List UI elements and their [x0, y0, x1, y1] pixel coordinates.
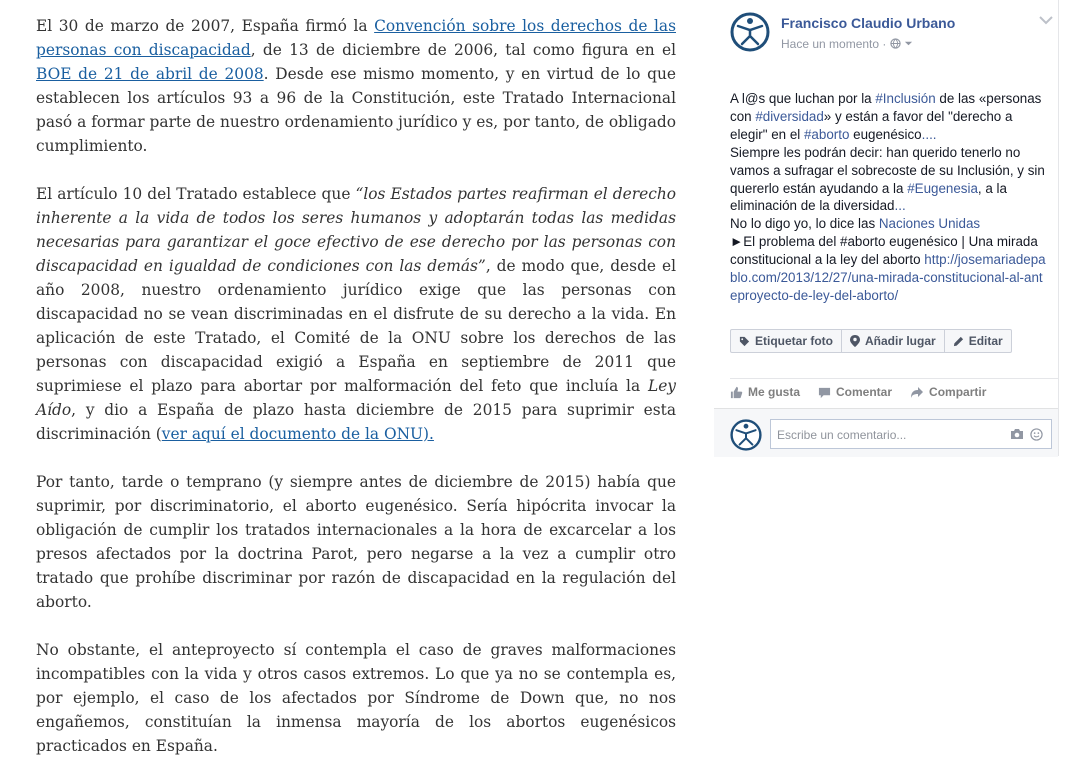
- hashtag-diversidad[interactable]: #diversidad: [755, 108, 824, 124]
- author-name[interactable]: Francisco Claudio Urbano: [781, 15, 956, 31]
- add-place-button[interactable]: [841, 329, 945, 353]
- comment-composer: [714, 408, 1058, 457]
- hashtag-eugenesia[interactable]: #Eugenesia: [907, 180, 978, 196]
- article-paragraph-4: No obstante, el anteproyecto sí contempla el caso de graves malformaciones incompatibles con la vida y otros casos extremos. Lo que ya no se contempla es, por ejemplo, el caso de los afectados por Síndrome de Down que, no nos engañemos, constituían la inmensa mayoría de los abortos eugenésicos practicados en España.: [36, 641, 676, 755]
- text: El artículo 10 del Tratado establece que: [36, 185, 356, 203]
- location-pin-icon: [850, 335, 860, 347]
- text: Siempre les podrán decir: han querido tenerlo no vamos a sufragar el sobrecoste de su Inclusión, y sin quererlo están ayudando a la: [730, 144, 1045, 196]
- text: El 30 de marzo de 2007, España firmó la: [36, 17, 375, 35]
- hashtag-aborto[interactable]: #aborto: [803, 126, 850, 142]
- external-url-link[interactable]: http://josemariadepablo.com/2013/12/27/una-mirada-constitucional-al-anteproyecto-de-ley-del-aborto/: [730, 252, 1046, 303]
- like-button[interactable]: [730, 385, 800, 399]
- tag-photo-button[interactable]: [730, 329, 842, 353]
- text: No lo digo yo, lo dice las: [730, 216, 879, 232]
- comment-button[interactable]: [818, 385, 892, 399]
- button-label: Añadir lugar: [865, 334, 936, 348]
- divider: [730, 378, 1058, 379]
- convention-link[interactable]: Convención sobre los derechos de las personas con discapacidad: [36, 17, 676, 59]
- text: » y están a favor del "derecho a elegir" en el: [730, 108, 1013, 142]
- separator: ·: [879, 36, 890, 51]
- article-body: [36, 14, 676, 782]
- comment-input-icons: [1010, 428, 1043, 441]
- share-arrow-icon: [910, 386, 924, 399]
- caret-down-icon[interactable]: [904, 39, 913, 48]
- article-paragraph-1: [36, 14, 676, 158]
- text: de las «personas con: [730, 91, 1042, 124]
- text: , de modo que, desde el año 2008, nuestro ordenamiento jurídico exige que las personas con discapacidad no se vean discriminadas en el disfrute de su derecho a la vida. En aplicación de este Tratado, el Comité de la ONU sobre los derechos de las personas con discapacidad exigió a España en septiembre de 2011 que suprimiese el plazo para abortar por malformación del feto que incluía la: [36, 257, 677, 395]
- facebook-post: [714, 0, 1059, 456]
- share-button[interactable]: [910, 385, 986, 399]
- comment-placeholder: Escribe un comentario...: [777, 428, 907, 442]
- action-label: Comentar: [836, 385, 893, 399]
- text: . Desde ese mismo momento, y en virtud de lo que establecen los artículos 93 a 96 de la Constitución, este Tratado Internacional pasó a formar parte de nuestro ordenamiento jurídico y es, por tanto, de obligado cumplimiento.: [36, 65, 676, 155]
- emoji-icon[interactable]: [1030, 428, 1043, 441]
- post-time[interactable]: Hace un momento: [781, 36, 880, 51]
- button-label: Editar: [968, 334, 1003, 348]
- pencil-icon: [953, 336, 964, 347]
- avatar[interactable]: [730, 12, 770, 52]
- thumbs-up-icon: [730, 386, 743, 399]
- naciones-unidas-link[interactable]: Naciones Unidas: [878, 216, 981, 232]
- tag-icon: [739, 336, 750, 347]
- text: ►El problema del #aborto eugenésico | Una mirada constitucional a la ley del aborto: [730, 234, 1038, 268]
- hashtag-inclusion[interactable]: #Inclusión: [875, 91, 936, 106]
- text: , y dio a España de plazo hasta diciembre de 2015 para suprimir esta discriminación (: [36, 401, 676, 443]
- post-meta: [781, 36, 913, 51]
- button-label: Etiquetar foto: [755, 334, 833, 348]
- onu-document-link[interactable]: ver aquí el documento de la ONU).: [161, 425, 434, 443]
- action-label: Compartir: [929, 385, 987, 399]
- text: A l@s que luchan por la: [730, 91, 876, 106]
- comment-icon: [818, 386, 831, 399]
- edit-button[interactable]: [944, 329, 1012, 353]
- avatar: [730, 419, 762, 451]
- text: , de 13 de diciembre de 2006, tal como figura en el: [250, 41, 677, 59]
- more-link[interactable]: ....: [921, 126, 937, 142]
- article-paragraph-2: [36, 182, 676, 446]
- camera-icon[interactable]: [1010, 428, 1024, 440]
- more-link-2[interactable]: ...: [894, 198, 906, 214]
- post-actions: [730, 385, 1004, 399]
- text: , a la eliminación de la diversidad: [730, 180, 1007, 214]
- law-name: Ley Aído: [36, 377, 676, 419]
- action-label: Me gusta: [748, 385, 801, 399]
- post-text: [730, 90, 1046, 305]
- treaty-quote: “los Estados partes reafirman el derecho inherente a la vida de todos los seres humanos y adoptarán todas las medidas necesarias para garantizar el goce efectivo de ese derecho por las personas con discapacidad en igualdad de condiciones con las demás”: [36, 185, 677, 275]
- photo-actions: [730, 329, 1011, 353]
- text: eugenésico: [849, 126, 922, 142]
- comment-input[interactable]: [770, 419, 1052, 449]
- boe-link[interactable]: BOE de 21 de abril de 2008: [36, 65, 264, 83]
- globe-icon[interactable]: [890, 38, 901, 49]
- chevron-down-icon[interactable]: [1038, 14, 1054, 26]
- article-paragraph-3: Por tanto, tarde o temprano (y siempre antes de diciembre de 2015) había que suprimir, por discriminatorio, el aborto eugenésico. Sería hipócrita invocar la obligación de cumplir los tratados internacionales a la hora de excarcelar a los presos afectados por la doctrina Parot, pero negarse a la vez a cumplir otro tratado que prohíbe discriminar por razón de discapacidad en la regulación del aborto.: [36, 473, 676, 611]
